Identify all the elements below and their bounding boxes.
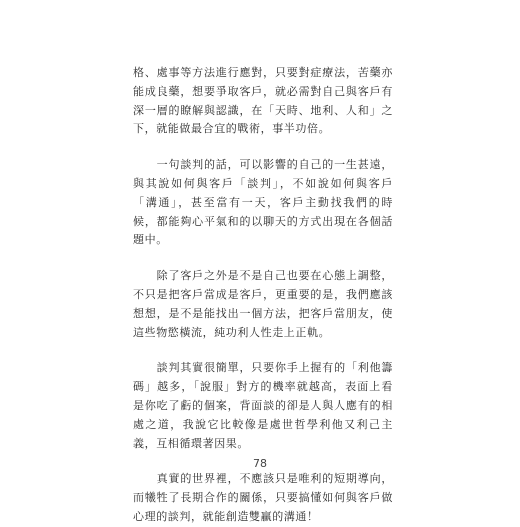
paragraph-3: 除了客戶之外是不是自己也要在心態上調整，不只是把客戶當成是客戶，更重要的是，我們應該想想，是不是能找出一個方法，把客戶當朋友，使這些物慾橫流，純功利人性走上正軌。 xyxy=(133,269,393,339)
paragraph-5: 真實的世界裡，不應該只是唯利的短期導向，而犧牲了長期合作的關係，只要搞懂如何與客戶做心理的談判，就能創造雙贏的溝通！ xyxy=(133,472,393,523)
page-number: 78 xyxy=(253,457,267,470)
paragraph-2: 一句談判的話，可以影響的自己的一生甚遠，與其說如何與客戶「談判」，不如說如何與客戶「溝通」，甚至當有一天，客戶主動找我們的時候，都能夠心平氣和的以聊天的方式出現在各個話題中。 xyxy=(133,158,393,247)
paragraph-1: 格、處事等方法進行應對，只要對症療法，苦藥亦能成良藥，想要爭取客戶，就必需對自己與客戶有深一層的瞭解與認識，在「天時、地利、人和」之下，就能做最合宜的戰術，事半功倍。 xyxy=(133,66,393,136)
paragraph-4: 談判其實很簡單，只要你手上握有的「利他籌碼」越多，「說服」對方的機率就越高，表面上看是你吃了虧的個案，背面談的卻是人與人應有的相處之道，我說它比較像是處世哲學利他又利己主義，互相循環著因果。 xyxy=(133,361,393,450)
